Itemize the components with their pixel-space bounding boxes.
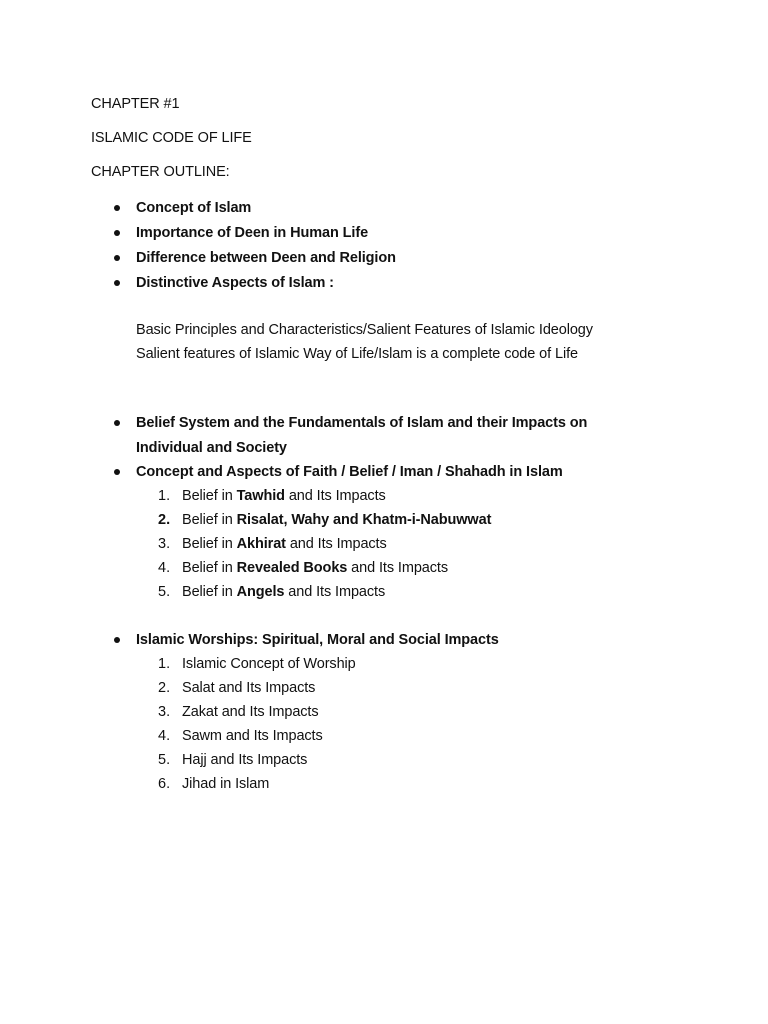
list-item: Belief in Tawhid and Its Impacts [182,488,386,504]
list-number: 6. [158,776,171,792]
list-number: 5. [158,584,171,600]
list-number: 4. [158,560,171,576]
list-item: Salat and Its Impacts [182,680,316,696]
faith-heading: Concept and Aspects of Faith / Belief / Iman / Shahadh in Islam [136,464,563,480]
subnote-line: Basic Principles and Characteristics/Salient Features of Islamic Ideology [136,322,593,338]
list-item: Sawm and Its Impacts [182,728,323,744]
list-item: Jihad in Islam [182,776,270,792]
list-item: Belief in Angels and Its Impacts [182,584,386,600]
list-item: Islamic Concept of Worship [182,656,356,672]
list-number: 1. [158,656,171,672]
list-number: 1. [158,488,171,504]
list-number: 3. [158,536,171,552]
bullet-icon [114,420,120,426]
list-item: Zakat and Its Impacts [182,704,319,720]
subnote-line: Salient features of Islamic Way of Life/Islam is a complete code of Life [136,346,578,362]
bullet-icon [114,205,120,211]
list-number: 4. [158,728,171,744]
bullet-icon [114,230,120,236]
outline-item: Importance of Deen in Human Life [136,225,369,241]
bullet-icon [114,469,120,475]
bullet-icon [114,637,120,643]
list-item: Belief in Akhirat and Its Impacts [182,536,387,552]
list-item: Hajj and Its Impacts [182,752,308,768]
outline-item: Difference between Deen and Religion [136,250,396,266]
chapter-title: ISLAMIC CODE OF LIFE [91,130,252,146]
list-number: 3. [158,704,171,720]
belief-system-heading-line1: Belief System and the Fundamentals of Islam and their Impacts on [136,415,588,431]
list-number: 5. [158,752,171,768]
list-number: 2. [158,680,171,696]
outline-item: Concept of Islam [136,200,252,216]
list-item: Belief in Revealed Books and Its Impacts [182,560,448,576]
chapter-number: CHAPTER #1 [91,96,180,112]
list-item: Belief in Risalat, Wahy and Khatm-i-Nabuwwat [182,512,492,528]
bullet-icon [114,280,120,286]
worship-heading: Islamic Worships: Spiritual, Moral and Social Impacts [136,632,499,648]
bullet-icon [114,255,120,261]
list-number: 2. [158,512,171,528]
chapter-outline-label: CHAPTER OUTLINE: [91,164,230,180]
outline-item: Distinctive Aspects of Islam : [136,275,334,291]
belief-system-heading-line2: Individual and Society [136,440,287,456]
